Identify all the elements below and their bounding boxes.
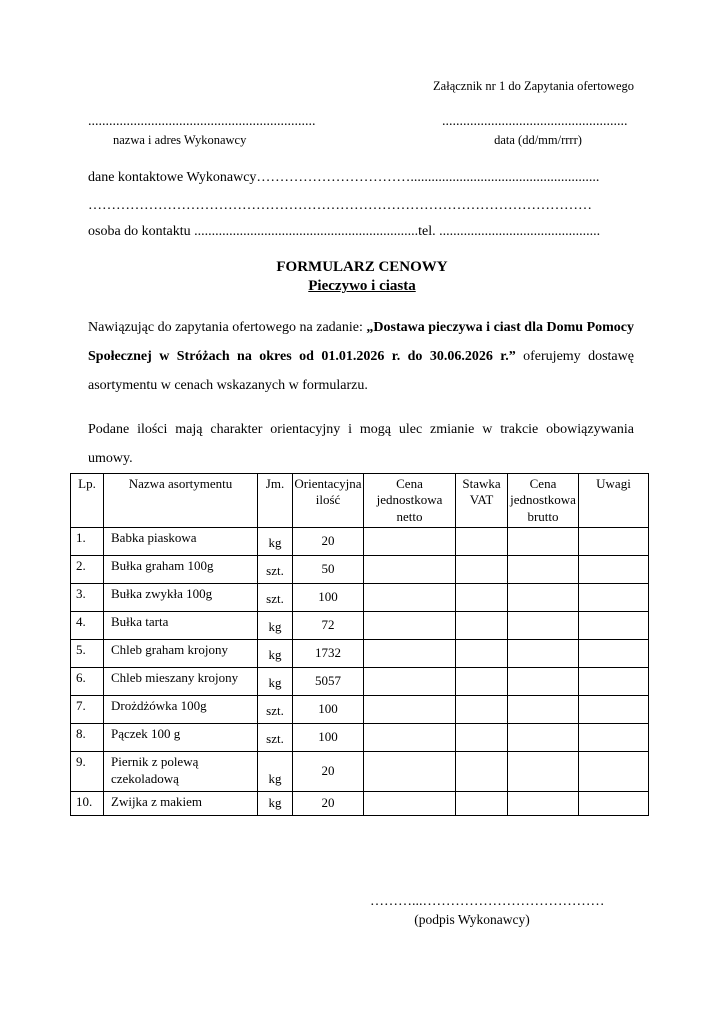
cell-gross-price[interactable] [508, 791, 579, 815]
cell-remarks[interactable] [579, 667, 649, 695]
cell-qty: 20 [293, 527, 364, 555]
cell-lp: 5. [71, 639, 104, 667]
cell-gross-price[interactable] [508, 583, 579, 611]
cell-unit: kg [258, 527, 293, 555]
cell-gross-price[interactable] [508, 667, 579, 695]
cell-remarks[interactable] [579, 583, 649, 611]
table-row [71, 695, 649, 723]
cell-vat[interactable] [456, 527, 508, 555]
cell-gross-price[interactable] [508, 639, 579, 667]
phone-label: tel. [418, 224, 440, 239]
cell-qty: 1732 [293, 639, 364, 667]
table-row [71, 723, 649, 751]
signature-label: (podpis Wykonawcy) [414, 912, 530, 927]
table-row [71, 583, 649, 611]
intro-paragraph [88, 313, 634, 400]
phone-dotted-line[interactable]: .............................................. [439, 224, 601, 239]
cell-net-price[interactable] [364, 791, 456, 815]
cell-remarks[interactable] [579, 611, 649, 639]
col-header-unit: Jm. [258, 474, 293, 528]
intro-text-tail: oferujemy dostawę asortymentu w cenach wskazanych w formularzu. [88, 349, 634, 393]
table-row [71, 555, 649, 583]
cell-name: Bułka zwykła 100g [104, 583, 258, 611]
intro-text-lead: Nawiązując do zapytania ofertowego na zadanie: [88, 320, 367, 335]
cell-remarks[interactable] [579, 527, 649, 555]
cell-remarks[interactable] [579, 555, 649, 583]
intro-task-name: „Dostawa pieczywa i ciast dla Domu Pomocy Społecznej w Stróżach na okres od 01.01.2026 r. do 30.06.2026 r.” [88, 320, 634, 364]
cell-net-price[interactable] [364, 639, 456, 667]
cell-gross-price[interactable] [508, 751, 579, 791]
cell-remarks[interactable] [579, 723, 649, 751]
contact-person-line [88, 224, 634, 240]
attachment-note: Załącznik nr 1 do Zapytania ofertowego [433, 79, 634, 93]
cell-unit: kg [258, 791, 293, 815]
col-header-vat: Stawka VAT [456, 474, 508, 528]
cell-unit: kg [258, 751, 293, 791]
cell-gross-price[interactable] [508, 555, 579, 583]
cell-net-price[interactable] [364, 527, 456, 555]
cell-lp: 2. [71, 555, 104, 583]
cell-qty: 20 [293, 791, 364, 815]
cell-lp: 3. [71, 583, 104, 611]
table-header-row [71, 474, 649, 528]
cell-name: Babka piaskowa [104, 527, 258, 555]
cell-vat[interactable] [456, 791, 508, 815]
table-row [71, 611, 649, 639]
contractor-name-label: nazwa i adres Wykonawcy [113, 133, 247, 147]
cell-name: Bułka graham 100g [104, 555, 258, 583]
cell-unit: kg [258, 667, 293, 695]
price-table [70, 473, 649, 816]
cell-unit: kg [258, 639, 293, 667]
contractor-name-field [88, 112, 328, 148]
cell-net-price[interactable] [364, 667, 456, 695]
cell-net-price[interactable] [364, 611, 456, 639]
table-row [71, 527, 649, 555]
cell-name: Piernik z polewą czekoladową [104, 751, 258, 791]
table-row [71, 751, 649, 791]
cell-gross-price[interactable] [508, 527, 579, 555]
cell-name: Chleb graham krojony [104, 639, 258, 667]
cell-vat[interactable] [456, 583, 508, 611]
cell-lp: 4. [71, 611, 104, 639]
date-label: data (dd/mm/rrrr) [494, 133, 582, 147]
cell-qty: 100 [293, 723, 364, 751]
cell-net-price[interactable] [364, 751, 456, 791]
cell-unit: szt. [258, 555, 293, 583]
contact-details-label: dane kontaktowe Wykonawcy [88, 170, 257, 185]
date-field [442, 112, 634, 148]
form-title: FORMULARZ CENOWY [276, 259, 448, 275]
cell-lp: 1. [71, 527, 104, 555]
cell-unit: szt. [258, 723, 293, 751]
col-header-name: Nazwa asortymentu [104, 474, 258, 528]
cell-lp: 7. [71, 695, 104, 723]
cell-remarks[interactable] [579, 751, 649, 791]
col-header-remarks: Uwagi [579, 474, 649, 528]
cell-lp: 8. [71, 723, 104, 751]
cell-name: Chleb mieszany krojony [104, 667, 258, 695]
cell-unit: szt. [258, 695, 293, 723]
cell-vat[interactable] [456, 611, 508, 639]
col-header-gross-price: Cena jednostkowa brutto [508, 474, 579, 528]
cell-name: Zwijka z makiem [104, 791, 258, 815]
cell-gross-price[interactable] [508, 695, 579, 723]
cell-name: Drożdżówka 100g [104, 695, 258, 723]
date-dotted-line[interactable]: ..................................................... [442, 114, 628, 129]
table-row [71, 667, 649, 695]
col-header-qty: Orientacyjna ilość [293, 474, 364, 528]
cell-vat[interactable] [456, 695, 508, 723]
cell-remarks[interactable] [579, 695, 649, 723]
cell-gross-price[interactable] [508, 723, 579, 751]
col-header-net-price: Cena jednostkowa netto [364, 474, 456, 528]
cell-vat[interactable] [456, 555, 508, 583]
contact-person-dotted-line[interactable]: ................................................................ [194, 224, 419, 239]
cell-remarks[interactable] [579, 791, 649, 815]
cell-qty: 100 [293, 583, 364, 611]
cell-lp: 10. [71, 791, 104, 815]
cell-net-price[interactable] [364, 555, 456, 583]
quantities-note: Podane ilości mają charakter orientacyjny i mogą ulec zmianie w trakcie obowiązywania umowy. [88, 422, 634, 466]
cell-qty: 72 [293, 611, 364, 639]
contact-details-line [88, 170, 634, 186]
cell-qty: 20 [293, 751, 364, 791]
contractor-name-dotted-line[interactable]: ................................................................. [88, 114, 316, 129]
cell-name: Pączek 100 g [104, 723, 258, 751]
cell-net-price[interactable] [364, 583, 456, 611]
cell-unit: szt. [258, 583, 293, 611]
cell-vat[interactable] [456, 723, 508, 751]
table-row [71, 639, 649, 667]
cell-gross-price[interactable] [508, 611, 579, 639]
table-row [71, 791, 649, 815]
cell-unit: kg [258, 611, 293, 639]
cell-qty: 5057 [293, 667, 364, 695]
signature-block [370, 894, 608, 928]
parties-row [88, 112, 634, 148]
cell-lp: 6. [71, 667, 104, 695]
cell-name: Bułka tarta [104, 611, 258, 639]
cell-lp: 9. [71, 751, 104, 791]
cell-net-price[interactable] [364, 723, 456, 751]
contact-person-label: osoba do kontaktu [88, 224, 195, 239]
cell-qty: 100 [293, 695, 364, 723]
col-header-lp: Lp. [71, 474, 104, 528]
form-subtitle: Pieczywo i ciasta [308, 278, 416, 294]
cell-remarks[interactable] [579, 639, 649, 667]
cell-vat[interactable] [456, 751, 508, 791]
cell-net-price[interactable] [364, 695, 456, 723]
cell-vat[interactable] [456, 639, 508, 667]
signature-dotted-line[interactable]: ………...………………………………… [370, 894, 605, 909]
contact-details-dotted-line-2[interactable]: ……………………………………………………………………………………………… [88, 198, 592, 213]
cell-qty: 50 [293, 555, 364, 583]
contact-details-dotted-line[interactable]: ……………………………...................................................... [256, 170, 600, 185]
cell-vat[interactable] [456, 667, 508, 695]
